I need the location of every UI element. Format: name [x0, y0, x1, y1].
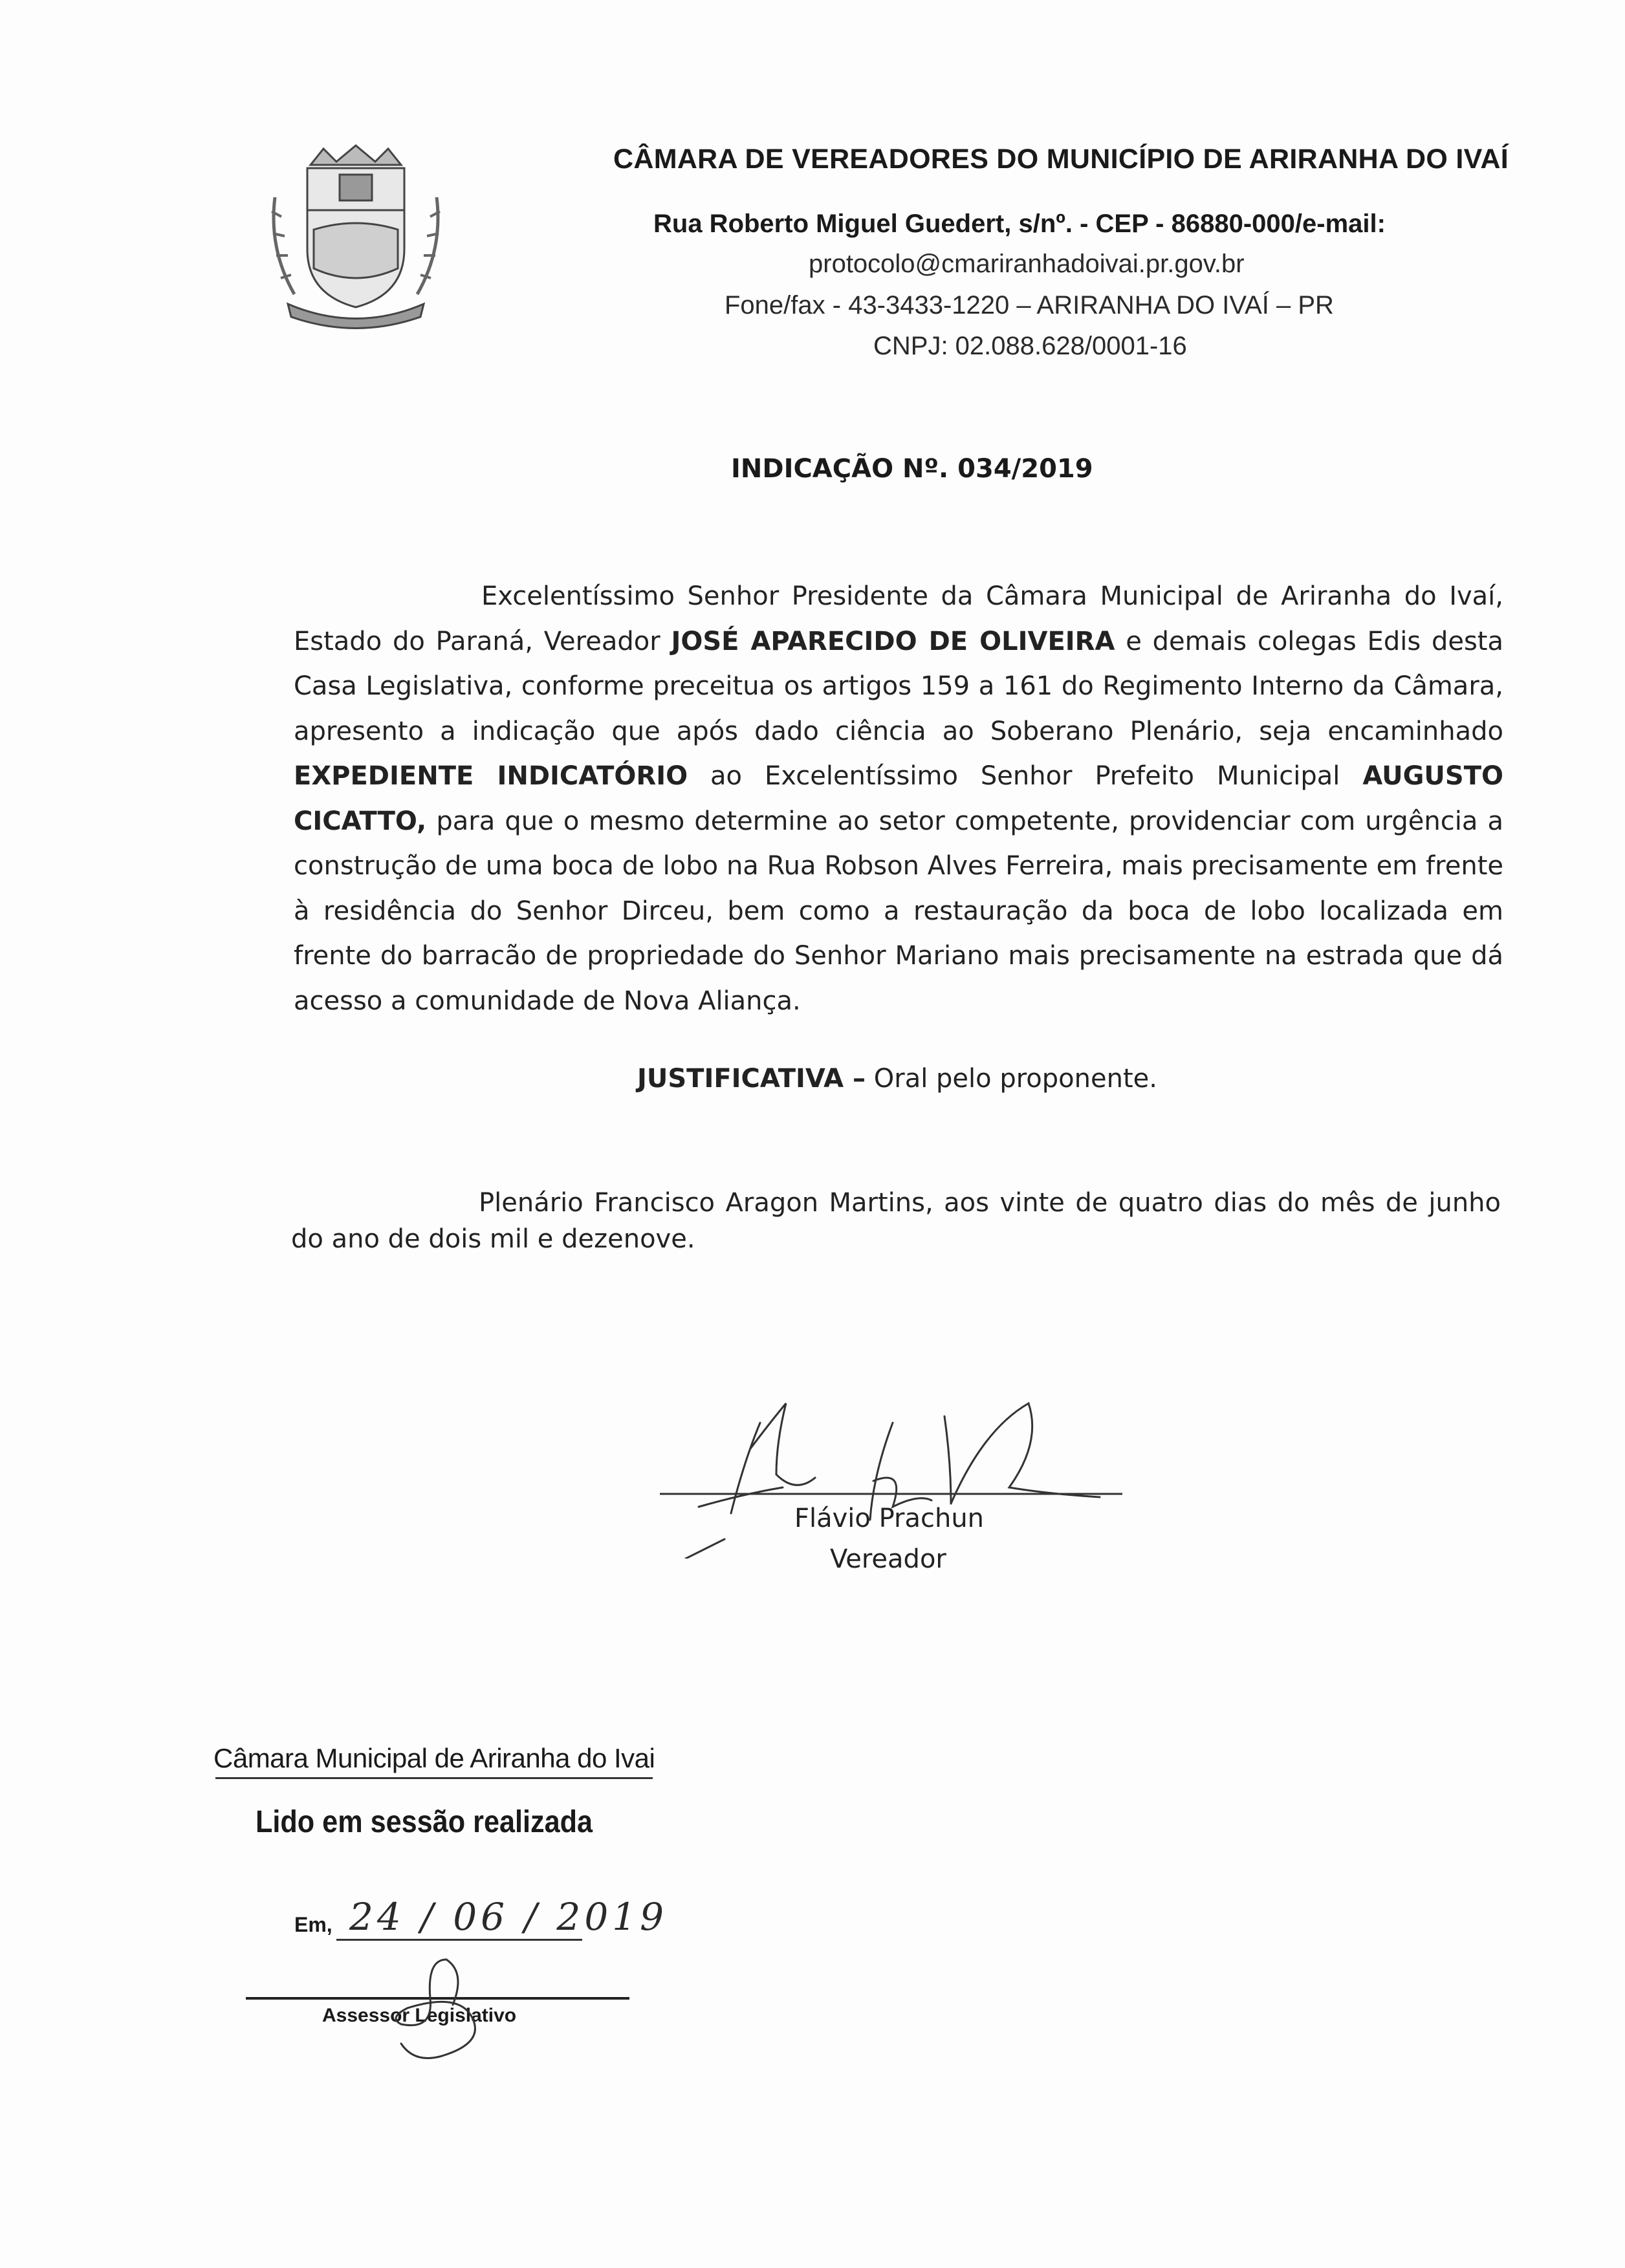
municipal-crest-icon — [249, 139, 463, 333]
stamp-date: 24 / 06 / 2019 — [349, 1895, 668, 1939]
body-text-3: ao Excelentíssimo Senhor Prefeito Municipal — [710, 761, 1340, 791]
chamber-phone: Fone/fax - 43-3433-1220 – ARIRANHA DO IVAÍ – PR — [725, 291, 1334, 319]
document-title: INDICAÇÃO Nº. 034/2019 — [731, 454, 1093, 484]
closing-text: Plenário Francisco Aragon Martins, aos vinte de quatro dias do mês de junho do ano de dois mil e dezenove. — [291, 1188, 1501, 1254]
stamp-organization: Câmara Municipal de Ariranha do Ivai — [213, 1743, 655, 1773]
expediente-label: EXPEDIENTE INDICATÓRIO — [294, 761, 688, 791]
chamber-title: CÂMARA DE VEREADORES DO MUNICÍPIO DE ARIRANHA DO IVAÍ — [613, 144, 1509, 175]
chamber-cnpj: CNPJ: 02.088.628/0001-16 — [873, 332, 1187, 360]
chamber-email: protocolo@cmariranhadoivai.pr.gov.br — [809, 250, 1245, 278]
signatory-role: Vereador — [830, 1544, 946, 1574]
body-text-2: e demais colegas Edis desta Casa Legislativa, conforme preceitua os artigos 159 a 161 do Regimento Interno da Câmara, apresento a indicação que após dado ciência ao Soberano Plenário, seja encaminhado — [294, 626, 1504, 746]
body-text-1: Excelentíssimo Senhor Presidente da Câmara Municipal de Ariranha do Ivaí, Estado do Paraná, Vereador — [294, 581, 1503, 656]
stamp-role: Assessor Legislativo — [322, 2005, 517, 2026]
justification-label: JUSTIFICATIVA – — [637, 1064, 866, 1094]
justification-text: Oral pelo proponente. — [873, 1064, 1157, 1094]
stamp-em-label: Em, — [294, 1913, 333, 1936]
president-name: JOSÉ APARECIDO DE OLIVEIRA — [671, 626, 1115, 656]
document-body — [294, 574, 1503, 1024]
chamber-address: Rua Roberto Miguel Guedert, s/nº. - CEP - 86880-000/e-mail: — [653, 210, 1386, 238]
stamp-signature-mark — [362, 1947, 530, 2069]
stamp-read-label: Lido em sessão realizada — [256, 1805, 593, 1839]
stamp-divider — [215, 1777, 653, 1779]
closing-paragraph — [291, 1185, 1501, 1257]
body-text-4: para que o mesmo determine ao setor competente, providenciar com urgência a construção de uma boca de lobo na Rua Robson Alves Ferreira, mais precisamente em frente à residência do Senhor Dirceu, bem como a restauração da boca de lobo localizada em frente do barracão de propriedade do Senhor Mariano mais precisamente na estrada que dá acesso a comunidade de Nova Aliança. — [294, 806, 1503, 1016]
mayor-name: AUGUSTO CICATTO, — [294, 761, 1503, 836]
stamp-date-line — [336, 1939, 582, 1941]
justification — [637, 1064, 1157, 1094]
signatory-name: Flávio Prachun — [794, 1504, 985, 1533]
